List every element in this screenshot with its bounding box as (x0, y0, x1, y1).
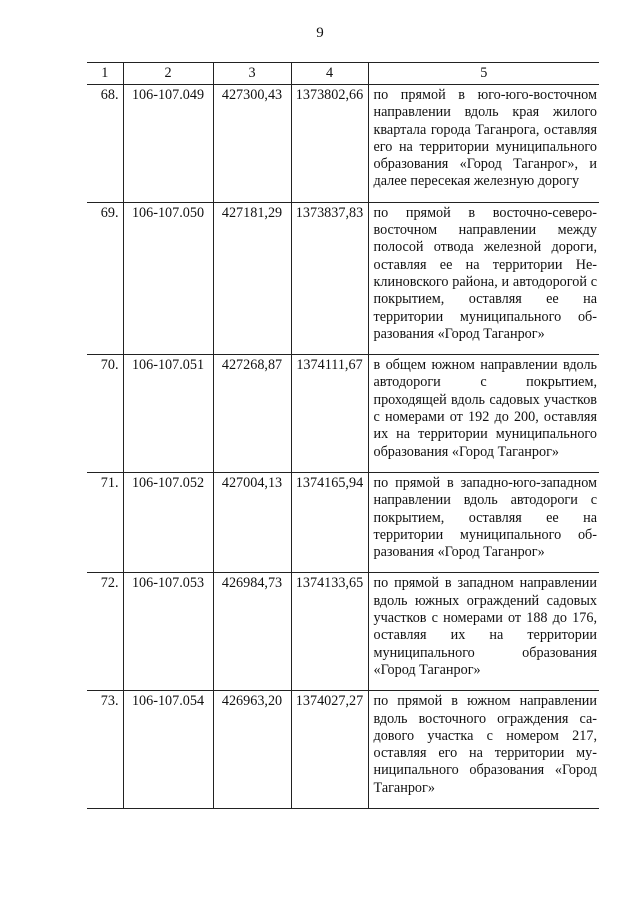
page-number: 9 (316, 25, 324, 41)
point-code: 106-107.050 (123, 202, 213, 354)
coordinate-y: 1374027,27 (291, 691, 368, 809)
column-header-number: 1 (87, 63, 123, 85)
boundary-description: по прямой в южном направлении вдоль восточного ограждения садового участка с номером 217, оставляя его на территории муниципального образования «Город Таганрог» (368, 691, 599, 809)
coordinate-y: 1373837,83 (291, 202, 368, 354)
point-code: 106-107.054 (123, 691, 213, 809)
table-row (87, 691, 599, 809)
boundary-description: по прямой в восточно-северо-восточном направлении между полосой отвода железной дороги, оставляя ее на территории Неклиновского района, и автодорогой с покрытием, оставляя ее на территории муниципального образования «Город Таганрог» (368, 202, 599, 354)
table-row (87, 573, 599, 691)
table-row (87, 85, 599, 203)
row-number: 68. (87, 85, 123, 203)
coordinate-y: 1373802,66 (291, 85, 368, 203)
coordinate-y: 1374111,67 (291, 355, 368, 473)
table-header-row (87, 63, 599, 85)
coordinate-x: 427300,43 (213, 85, 291, 203)
table-row (87, 472, 599, 572)
boundary-description: по прямой в западно-юго-западном направлении вдоль автодороги с покрытием, оставляя ее на территории муниципального образования «Город Таганрог» (368, 472, 599, 572)
coordinate-x: 427268,87 (213, 355, 291, 473)
column-header-x: 3 (213, 63, 291, 85)
boundary-table (87, 62, 599, 809)
row-number: 69. (87, 202, 123, 354)
boundary-description: в общем южном направлении вдоль автодороги с покрытием, проходящей вдоль садовых участков с номерами от 192 до 200, оставляя их на территории муниципального образования «Город Таганрог» (368, 355, 599, 473)
column-header-code: 2 (123, 63, 213, 85)
row-number: 72. (87, 573, 123, 691)
coordinate-x: 426984,73 (213, 573, 291, 691)
boundary-description: по прямой в юго-юго-восточном направлении вдоль края жилого квартала города Таганрога, оставляя его на территории муниципального образования «Город Таганрог», и далее пересекая железную дорогу (368, 85, 599, 203)
coordinate-y: 1374133,65 (291, 573, 368, 691)
column-header-y: 4 (291, 63, 368, 85)
coordinate-y: 1374165,94 (291, 472, 368, 572)
coordinate-x: 427181,29 (213, 202, 291, 354)
row-number: 73. (87, 691, 123, 809)
row-number: 70. (87, 355, 123, 473)
table-row (87, 355, 599, 473)
coordinate-x: 427004,13 (213, 472, 291, 572)
table-row (87, 202, 599, 354)
column-header-description: 5 (368, 63, 599, 85)
coordinate-x: 426963,20 (213, 691, 291, 809)
point-code: 106-107.052 (123, 472, 213, 572)
row-number: 71. (87, 472, 123, 572)
point-code: 106-107.049 (123, 85, 213, 203)
point-code: 106-107.051 (123, 355, 213, 473)
point-code: 106-107.053 (123, 573, 213, 691)
boundary-description: по прямой в западном направлении вдоль южных ограждений садовых участков с номерами от 188 до 176, оставляя их на территории муниципального образования «Город Таганрог» (368, 573, 599, 691)
